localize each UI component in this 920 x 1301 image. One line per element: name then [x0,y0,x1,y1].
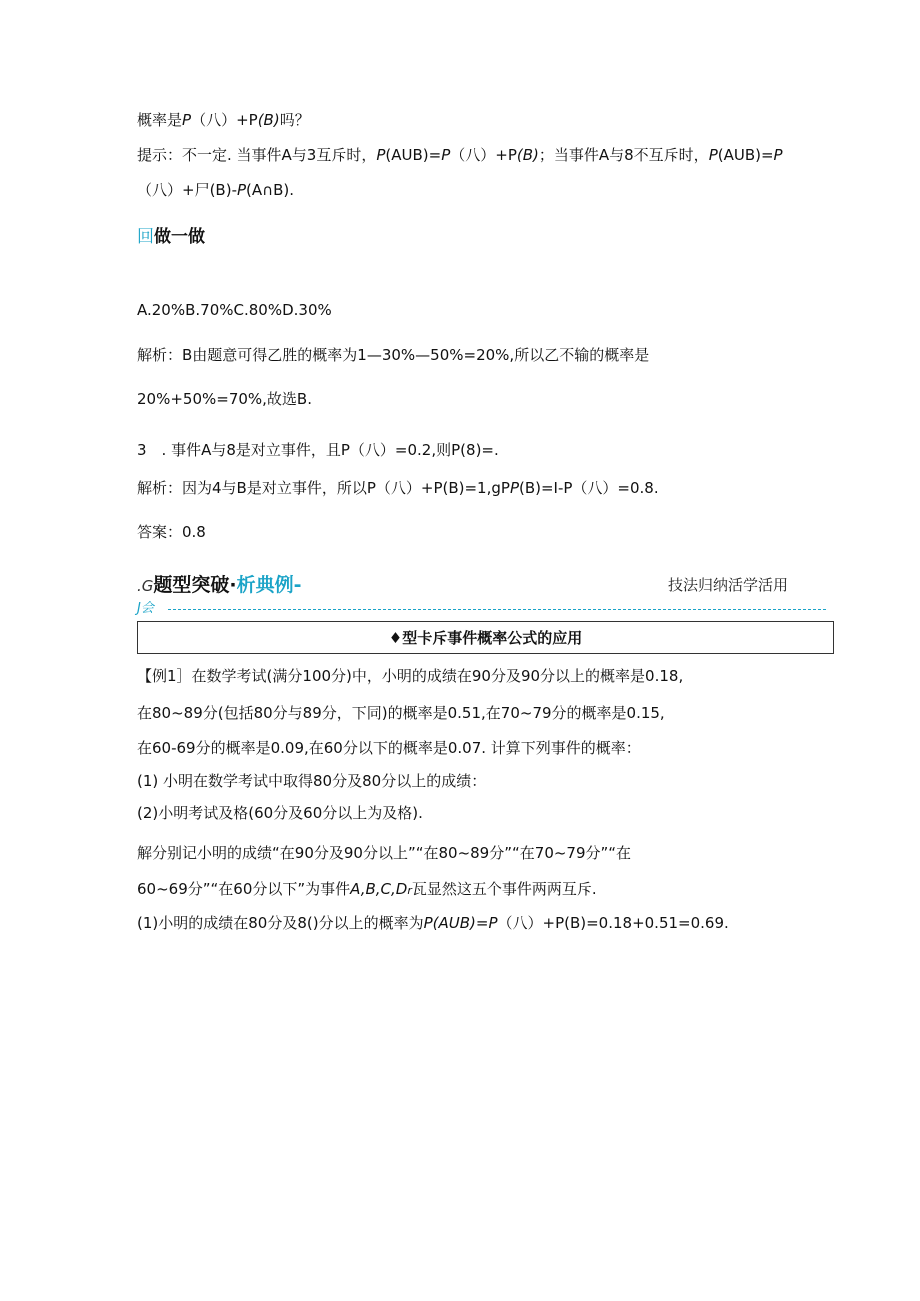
example-solution: 解分别记小明的成绩“在90分及90分以上”“在80~89分”“在70~79分”“在 [137,844,632,862]
section-subtext: J会 [137,601,154,616]
example-line: 在80~89分(包括80分与89分，下同)的概率是0.51,在70~79分的概率是0.15, [137,704,665,722]
topic-title: ♦型卡斥事件概率公式的应用 [388,629,583,647]
solution-3: 解析：因为4与B是对立事件，所以P（八）+P(B)=1,gPP(B)=I-P（八）=0.8. [137,479,659,497]
example-line: 【例1］在数学考试(满分100分)中，小明的成绩在90分及90分以上的概率是0.18, [137,667,684,685]
dashed-divider [168,609,826,610]
section-header: .G题型突破·析典例- [137,574,302,596]
hint-line-continued: （八）+尸(B)-P(A∩B). [137,181,295,199]
hint-line: 提示：不一定. 当事件A与3互斥时，P(AUB)=P（八）+P(B)；当事件A与8不互斥时，P(AUB)=P [137,146,783,164]
topic-box [137,621,834,654]
practice-heading: 回做一做 [137,227,205,247]
section-tagline: 技法归纳活学活用 [668,576,789,594]
solution-line-continued: 20%+50%=70%,故选B. [137,390,312,408]
example-subquestion-2: (2)小明考试及格(60分及60分以上为及格). [137,804,423,822]
question-line: 概率是P（八）+P(B)吗？ [137,111,310,129]
example-solution-continued: 60~69分”“在60分以下”为事件A,B,C,Dr瓦显然这五个事件两两互斥. [137,880,597,898]
answer-options: A.20%B.70%C.80%D.30% [137,301,332,319]
answer-3: 答案：0.8 [137,523,206,541]
practice-icon: 回 [137,227,154,247]
example-solution-part-1: (1)小明的成绩在80分及8()分以上的概率为P(AUB)=P（八）+P(B)=0.18+0.51=0.69. [137,914,729,932]
example-subquestion-1: (1) 小明在数学考试中取得80分及80分以上的成绩： [137,772,487,790]
question-3: 3 . 事件A与8是对立事件，且P（八）=0.2,则P(8)=. [137,441,499,459]
example-line: 在60-69分的概率是0.09,在60分以下的概率是0.07. 计算下列事件的概率： [137,739,641,757]
solution-line: 解析：B由题意可得乙胜的概率为1—30%—50%=20%,所以乙不输的概率是 [137,346,650,364]
